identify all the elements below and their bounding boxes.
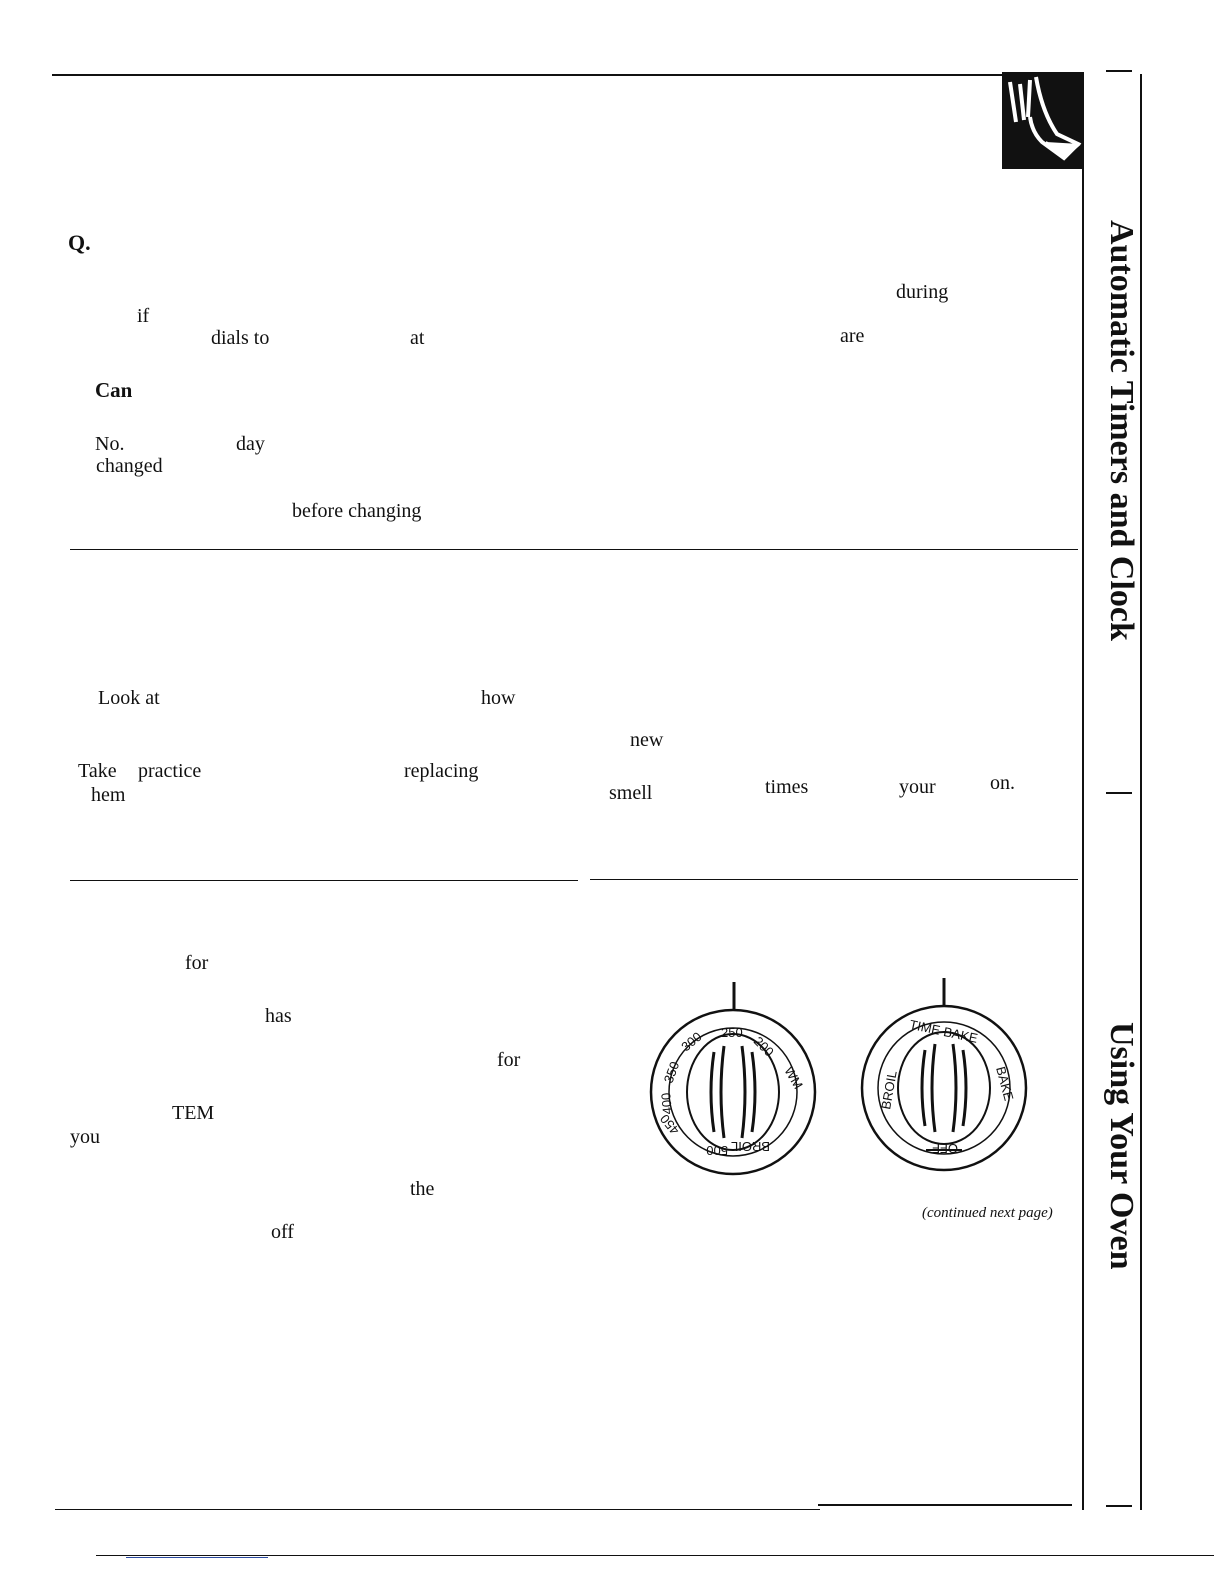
dial-label: BAKE	[993, 1064, 1017, 1103]
tab-tick-bottom	[1106, 1505, 1132, 1507]
text-fragment: has	[265, 1005, 292, 1027]
text-fragment: new	[630, 729, 664, 751]
hand-pointer-icon	[1002, 72, 1084, 169]
bottom-rule-left	[55, 1509, 820, 1510]
text-fragment: changed	[96, 455, 163, 477]
dial-label: 500	[706, 1143, 728, 1158]
text-fragment: smell	[609, 782, 653, 804]
dial-label: OFF	[932, 1141, 958, 1156]
oven-mode-dial	[858, 978, 1030, 1174]
text-fragment: dials to	[211, 327, 270, 349]
oven-temperature-dial	[648, 980, 818, 1176]
text-fragment: are	[840, 325, 865, 347]
text-fragment: on.	[990, 772, 1015, 794]
footer-rule	[96, 1555, 1214, 1556]
continued-note: (continued next page)	[922, 1205, 1053, 1221]
section-rule	[70, 549, 1078, 550]
text-fragment: TEM	[172, 1102, 215, 1124]
text-fragment: the	[410, 1178, 435, 1200]
dial-label: 400	[658, 1092, 675, 1116]
dial-label: BROIL	[878, 1069, 900, 1111]
bottom-rule-right	[818, 1504, 1072, 1506]
section-rule-left	[70, 880, 578, 881]
text-fragment: replacing	[404, 760, 479, 782]
text-fragment: at	[410, 327, 425, 349]
text-fragment: for	[497, 1049, 521, 1071]
answer-lead: No.	[95, 433, 125, 455]
text-fragment: how	[481, 687, 516, 709]
dial-label: 300	[678, 1028, 705, 1055]
tab-tick-top	[1106, 70, 1132, 72]
text-fragment: times	[765, 776, 809, 798]
text-fragment: for	[185, 952, 209, 974]
text-fragment: Take	[78, 760, 117, 782]
footer-accent	[126, 1557, 268, 1558]
side-tab-divider	[1082, 74, 1084, 1510]
text-fragment: practice	[138, 760, 202, 782]
side-tab-using-your-oven: Using Your Oven	[1103, 1022, 1140, 1270]
page-right-edge	[1140, 74, 1142, 1510]
text-fragment: if	[137, 305, 150, 327]
tab-tick-middle	[1106, 792, 1132, 794]
text-fragment: before changing	[292, 500, 422, 522]
text-fragment: Look at	[98, 687, 160, 709]
question-marker: Q.	[68, 230, 91, 255]
text-fragment: your	[899, 776, 936, 798]
dial-label: WM	[781, 1064, 806, 1092]
section-rule-right	[590, 879, 1078, 880]
dial-label: 450	[656, 1111, 683, 1138]
dial-label: BROIL	[730, 1139, 770, 1154]
dial-label: 250	[721, 1025, 743, 1040]
top-rule	[52, 74, 1084, 76]
text-fragment: hem	[91, 784, 126, 806]
dial-label: 200	[750, 1033, 777, 1060]
text-fragment: day	[236, 433, 265, 455]
text-fragment: off	[271, 1221, 294, 1243]
text-fragment: during	[896, 281, 949, 303]
dial-label: TIME BAKE	[908, 1016, 980, 1046]
question-lead: Can	[95, 378, 133, 402]
dial-label: 350	[660, 1059, 683, 1086]
text-fragment: you	[70, 1126, 100, 1148]
side-tab-automatic-timers: Automatic Timers and Clock	[1103, 220, 1140, 641]
